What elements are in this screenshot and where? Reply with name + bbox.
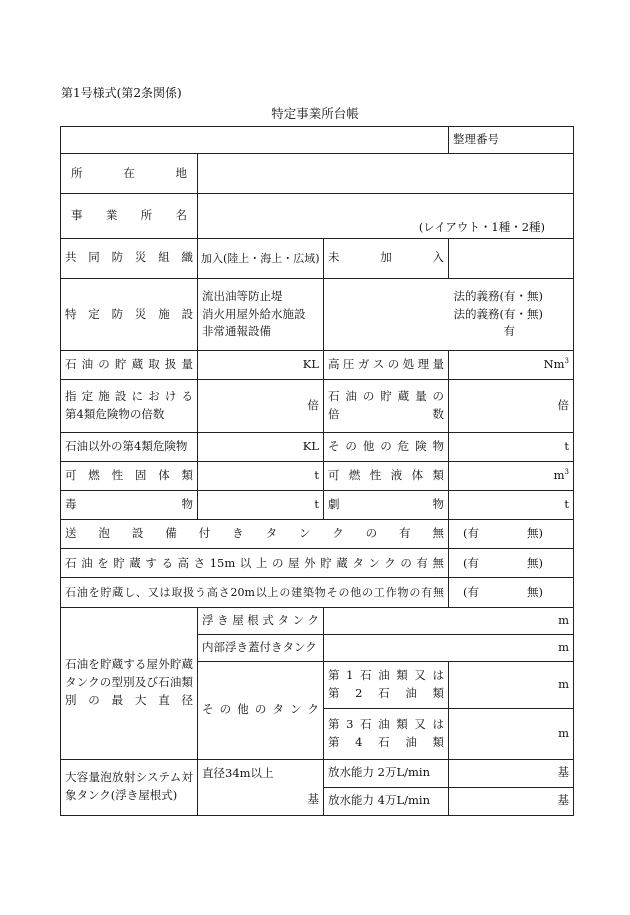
other-hazard-unit: t — [449, 432, 574, 461]
row-other-hazmat — [61, 432, 574, 461]
tall-building-label: 石油を貯蔵し、又は取扱う高さ20m以上の建築物その他の工作物の有無 — [61, 578, 449, 607]
not-joined-option: 未加入 — [324, 238, 449, 278]
class12-label: 第1石油類又は 第2石油類 — [324, 661, 449, 708]
inner-floating-label: 内部浮き蓋付きタンク — [198, 634, 324, 661]
deleterious-unit: t — [449, 491, 574, 520]
discharge-2-label: 放水能力 2万L/min — [324, 759, 449, 787]
location-field[interactable] — [198, 154, 574, 194]
registration-number-label: 整理番号 — [449, 127, 574, 154]
row-multiples — [61, 380, 574, 432]
flammable-solid-unit: t — [198, 461, 324, 490]
hp-gas-unit: Nm$^3$ — [449, 351, 574, 380]
row-oil-gas — [61, 351, 574, 380]
poison-unit: t — [198, 491, 324, 520]
blank-cell — [449, 238, 574, 278]
inner-floating-unit: m — [324, 634, 574, 661]
row-specific-facilities — [61, 278, 574, 350]
foam-system-label: 大容量泡放射システム対 象タンク(浮き屋根式) — [61, 759, 198, 816]
location-label: 所在地 — [61, 154, 198, 194]
row-registration — [61, 127, 574, 154]
form-label: 第1号様式(第2条関係) — [61, 86, 182, 100]
specific-facilities-label: 特定防災施設 — [61, 278, 198, 350]
ledger-table — [60, 126, 574, 816]
oil-ratio-unit: 倍 — [449, 380, 574, 432]
discharge-4-unit: 基 — [449, 787, 574, 815]
tall-tank-choice[interactable]: (有 無) — [449, 549, 574, 578]
document-title: 特定事業所台帳 — [271, 106, 359, 121]
designated-multiple-label: 指定施設における 第4類危険物の倍数 — [61, 380, 198, 432]
other-hazard-label: その他の危険物 — [324, 432, 449, 461]
facility-list — [198, 278, 324, 350]
class34-label: 第3石油類又は 第4石油類 — [324, 709, 449, 759]
other-class4-label: 石油以外の第4類危険物 — [61, 432, 198, 461]
joint-org-label: 共同防災組織 — [61, 238, 198, 278]
poison-label: 毒 物 — [61, 491, 198, 520]
duty-list — [324, 278, 574, 350]
foam-tank-label: 送泡設備付きタンクの有無 — [61, 520, 449, 549]
row-joint-org — [61, 238, 574, 278]
deleterious-label: 劇 物 — [324, 491, 449, 520]
tall-building-choice[interactable]: (有 無) — [449, 578, 574, 607]
row-combustibles — [61, 461, 574, 490]
tank-type-label: 石油を貯蔵する屋外貯蔵 タンクの型別及び石油類 別の最大直径 — [61, 607, 198, 759]
duty-item: 法的義務(有・無) — [453, 306, 543, 321]
business-name-field[interactable] — [198, 194, 574, 238]
row-tall-tank — [61, 549, 574, 578]
duty-item: 法的義務(有・無) — [453, 288, 543, 303]
foam-tank-choice[interactable]: (有 無) — [449, 520, 574, 549]
row-tall-building — [61, 578, 574, 607]
flammable-solid-label: 可燃性固体類 — [61, 461, 198, 490]
facility-item: 消火用屋外給水施設 — [202, 306, 306, 321]
row-toxic — [61, 491, 574, 520]
row-foam-tank — [61, 520, 574, 549]
row-foam-system-1 — [61, 759, 574, 787]
floating-roof-unit: m — [324, 607, 574, 634]
flammable-liquid-label: 可燃性液体類 — [324, 461, 449, 490]
class12-unit: m — [449, 661, 574, 708]
row-location — [61, 154, 574, 194]
designated-multiple-unit: 倍 — [198, 380, 324, 432]
diameter-unit: 基 — [307, 792, 319, 807]
oil-ratio-label: 石油の貯蔵量の 倍数 — [324, 380, 449, 432]
other-tank-label: その他のタンク — [198, 661, 324, 759]
facility-item: 非常通報設備 — [202, 324, 271, 339]
joined-option: 加入(陸上・海上・広域) — [198, 238, 324, 278]
business-name-label: 事業所名 — [61, 194, 198, 238]
discharge-2-unit: 基 — [449, 759, 574, 787]
other-class4-unit: KL — [198, 432, 324, 461]
tall-tank-label: 石油を貯蔵する高さ15m以上の屋外貯蔵タンクの有無 — [61, 549, 449, 578]
duty-item: 有 — [503, 324, 515, 339]
floating-roof-label: 浮き屋根式タンク — [198, 607, 324, 634]
discharge-4-label: 放水能力 4万L/min — [324, 787, 449, 815]
hp-gas-label: 高圧ガスの処理量 — [324, 351, 449, 380]
class34-unit: m — [449, 709, 574, 759]
oil-storage-unit: KL — [198, 351, 324, 380]
flammable-liquid-unit: $m^3$ — [449, 461, 574, 490]
diameter-label: 直径34m以上 — [202, 765, 274, 780]
layout-note: (レイアウト・1種・2種) — [418, 219, 545, 234]
oil-storage-label: 石油の貯蔵取扱量 — [61, 351, 198, 380]
row-floating-roof — [61, 607, 574, 634]
diameter-cell — [198, 759, 324, 816]
row-business-name — [61, 194, 574, 238]
blank-cell — [61, 127, 449, 154]
facility-item: 流出油等防止堤 — [202, 288, 283, 303]
